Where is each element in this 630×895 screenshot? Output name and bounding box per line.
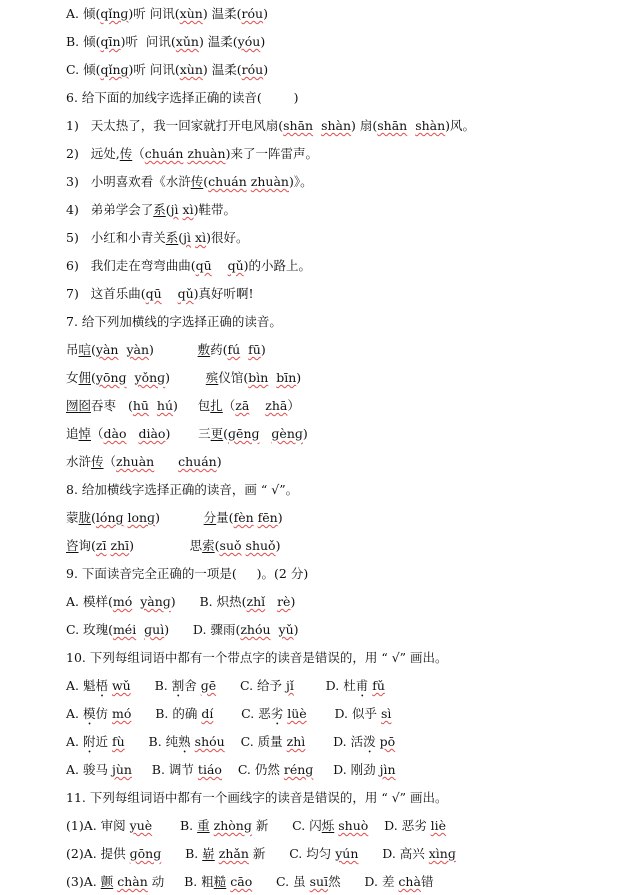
text-segment: C. 虽 xyxy=(252,874,310,889)
text-segment: A. 骏马 xyxy=(66,762,112,777)
text-line xyxy=(66,734,395,756)
text-line xyxy=(66,454,222,470)
pinyin-segment: yànɡ xyxy=(140,594,171,609)
text-segment: D. 似乎 xyxy=(306,706,381,721)
text-segment: ) xyxy=(277,510,283,525)
text-segment: )来了一阵雷声。 xyxy=(225,146,318,161)
underlined-char: 囫 xyxy=(66,398,79,413)
text-line xyxy=(66,398,300,414)
text-segment: 2) 远处, xyxy=(66,146,120,161)
text-segment: A. 魁 xyxy=(66,678,96,693)
dotted-char: 甫 xyxy=(355,678,369,693)
text-segment: ) 温柔( xyxy=(198,34,238,49)
underlined-char: 唁 xyxy=(78,342,92,357)
text-segment: 8. 给加横线字选择正确的读音，画 “ √”。 xyxy=(66,482,299,497)
text-segment: 错 xyxy=(420,874,434,889)
text-segment: （ xyxy=(91,426,104,441)
text-line xyxy=(66,818,446,834)
text-segment: ) xyxy=(149,342,198,357)
text-segment: D. 杜 xyxy=(293,678,356,693)
pinyin-segment: zhǐ xyxy=(246,594,266,609)
dotted-char: 熟 xyxy=(178,734,191,749)
text-segment: B. xyxy=(130,678,172,693)
underlined-char: 颤 xyxy=(100,874,114,889)
text-segment: 吊 xyxy=(66,342,79,357)
pinyin-segment: chuán xyxy=(208,174,247,189)
text-segment: 6. 给下面的加线字选择正确的读音( ) xyxy=(66,90,299,105)
text-segment xyxy=(260,426,272,441)
pinyin-segment: chuán xyxy=(144,146,184,161)
pinyin-segment: zhuàn xyxy=(250,174,289,189)
text-line xyxy=(66,706,391,728)
pinyin-segment: yàn xyxy=(126,342,150,357)
pinyin-segment: yǔ xyxy=(278,622,294,637)
pinyin-segment: fú xyxy=(227,342,241,357)
pinyin-segment: zhì xyxy=(286,734,306,749)
text-line xyxy=(66,174,313,190)
pinyin-segment: qǐnɡ xyxy=(100,62,129,77)
text-segment: （ xyxy=(132,146,145,161)
pinyin-segment: qū xyxy=(195,258,212,273)
pinyin-segment: zhǎn xyxy=(218,846,249,861)
text-line xyxy=(66,6,268,22)
text-segment: 追 xyxy=(66,426,79,441)
underlined-char: 分 xyxy=(203,510,217,525)
pinyin-segment: lüè xyxy=(287,706,307,721)
pinyin-segment: chuán xyxy=(178,454,217,469)
text-segment: )听 问讯( xyxy=(120,34,176,49)
pinyin-segment: hú xyxy=(156,398,174,413)
text-line xyxy=(66,370,301,386)
text-segment: (3)A. xyxy=(66,874,101,889)
text-segment: ( xyxy=(214,538,220,553)
text-line xyxy=(66,314,282,330)
text-segment: ) 三 xyxy=(165,426,211,441)
text-segment: ) xyxy=(302,426,308,441)
text-segment: 9. 下面读音完全正确的一项是( )。(2 分) xyxy=(66,566,309,581)
text-segment: 询( xyxy=(78,538,96,553)
text-segment: )真好听啊! xyxy=(193,286,254,301)
pinyin-segment: jǐ xyxy=(286,678,294,693)
text-line xyxy=(66,510,283,526)
pinyin-segment: fèn xyxy=(233,510,254,525)
pinyin-segment: ɡuì xyxy=(144,622,165,637)
pinyin-segment: liè xyxy=(430,818,447,833)
pinyin-segment: shóu xyxy=(194,734,225,749)
pinyin-segment: zhī xyxy=(110,538,130,553)
text-line xyxy=(66,258,311,274)
underlined-char: 传 xyxy=(91,454,104,469)
text-segment: )》。 xyxy=(288,174,313,189)
pinyin-segment: jì xyxy=(170,202,179,217)
text-segment: ( xyxy=(203,174,209,189)
pinyin-segment: xì xyxy=(195,230,207,245)
pinyin-segment: rè xyxy=(277,594,291,609)
text-segment: 近 xyxy=(95,734,112,749)
text-segment: A. 倾( xyxy=(66,6,101,21)
pinyin-segment: jì xyxy=(183,230,192,245)
pinyin-segment: zhā xyxy=(265,398,288,413)
text-segment xyxy=(127,370,135,385)
text-segment: ) B. 炽热( xyxy=(170,594,247,609)
underlined-char: 糙 xyxy=(213,874,227,889)
text-segment xyxy=(154,454,178,469)
underlined-char: 烁 xyxy=(321,818,335,833)
text-line xyxy=(66,34,265,50)
text-segment: 水浒 xyxy=(66,454,92,469)
pinyin-segment: chàn xyxy=(117,874,148,889)
pinyin-segment: ɡē xyxy=(200,678,217,693)
pinyin-segment: xǔn xyxy=(175,34,199,49)
text-line xyxy=(66,650,448,666)
text-segment: ) xyxy=(263,6,268,21)
text-segment: 11. 下列每组词语中都有一个画线字的读音是错误的，用 “ √” 画出。 xyxy=(66,790,448,805)
pinyin-segment: róu xyxy=(241,62,264,77)
pinyin-segment: qū xyxy=(145,286,162,301)
text-segment: 蒙 xyxy=(66,510,79,525)
text-segment: )听 问讯( xyxy=(128,62,180,77)
pinyin-segment: chà xyxy=(398,874,421,889)
text-segment: C. 倾( xyxy=(66,62,101,77)
text-segment: ) xyxy=(275,538,281,553)
text-segment: 仿 xyxy=(95,706,112,721)
text-segment: ( xyxy=(91,342,96,357)
text-segment: （ xyxy=(103,454,117,469)
text-segment: ) 温柔( xyxy=(202,62,242,77)
text-segment xyxy=(149,398,157,413)
text-segment: (2)A. 提供 xyxy=(66,846,130,861)
text-segment: (1)A. 审阅 xyxy=(66,818,130,833)
text-segment: 5) 小红和小青关 xyxy=(66,230,166,245)
text-segment: ) xyxy=(155,510,204,525)
pinyin-segment: mó xyxy=(111,706,132,721)
pinyin-segment: dào xyxy=(103,426,127,441)
text-segment: B. 调节 xyxy=(131,762,198,777)
text-segment: )的小路上。 xyxy=(243,258,312,273)
text-segment: 女 xyxy=(66,370,79,385)
underlined-char: 囵 xyxy=(78,398,92,413)
text-segment: C. 质量 xyxy=(224,734,287,749)
text-segment: )风。 xyxy=(445,118,476,133)
text-segment: 7. 给下列加横线的字选择正确的读音。 xyxy=(66,314,282,329)
pinyin-segment: ɡēnɡ xyxy=(228,426,260,441)
pinyin-segment: zhóu xyxy=(240,622,271,637)
underlined-char: 更 xyxy=(210,426,224,441)
dotted-char: 梧 xyxy=(95,678,108,693)
dotted-char: 割 xyxy=(171,678,185,693)
text-line xyxy=(66,538,280,554)
pinyin-segment: tiáo xyxy=(197,762,222,777)
text-segment xyxy=(132,594,140,609)
text-segment: 然 D. 差 xyxy=(328,874,399,889)
pinyin-segment: wǔ xyxy=(111,678,131,693)
text-segment: B. 的确 xyxy=(131,706,202,721)
pinyin-segment: fū xyxy=(248,342,261,357)
text-segment: 新 C. 闪 xyxy=(251,818,322,833)
text-segment: ) 温柔( xyxy=(202,6,242,21)
underlined-char: 重 xyxy=(197,818,210,833)
pinyin-segment: yōnɡ xyxy=(95,370,127,385)
text-segment: B. 倾( xyxy=(66,34,101,49)
pinyin-segment: suǒ xyxy=(219,538,242,553)
pinyin-segment: cāo xyxy=(230,874,253,889)
text-segment: D. 活 xyxy=(305,734,364,749)
pinyin-segment: zhuàn xyxy=(116,454,155,469)
pinyin-segment: qǐnɡ xyxy=(100,6,129,21)
text-segment: ( xyxy=(165,202,171,217)
text-line xyxy=(66,62,268,78)
text-segment: ( xyxy=(178,230,184,245)
underlined-char: 系 xyxy=(153,202,166,217)
text-line xyxy=(66,146,318,162)
text-segment: 6) 我们走在弯弯曲曲( xyxy=(66,258,196,273)
text-line xyxy=(66,118,475,134)
pinyin-segment: rénɡ xyxy=(283,762,314,777)
underlined-char: 悼 xyxy=(78,426,92,441)
underlined-char: 传 xyxy=(119,146,133,161)
text-segment xyxy=(313,118,321,133)
pinyin-segment: jìn xyxy=(379,762,396,777)
text-segment: A. xyxy=(66,706,83,721)
text-segment: 3) 小明喜欢看《水浒 xyxy=(66,174,191,189)
text-line xyxy=(66,622,299,638)
text-segment: 7) 这首乐曲( xyxy=(66,286,146,301)
pinyin-segment: diào xyxy=(138,426,166,441)
pinyin-segment: xùn xyxy=(179,62,203,77)
text-segment xyxy=(240,342,248,357)
pinyin-segment: méi xyxy=(112,622,137,637)
pinyin-segment: sì xyxy=(380,706,392,721)
text-segment: 舍 xyxy=(184,678,201,693)
pinyin-segment: zā xyxy=(235,398,250,413)
pinyin-segment: qīn xyxy=(100,34,121,49)
pinyin-segment: shuǒ xyxy=(245,538,276,553)
underlined-char: 扎 xyxy=(210,398,223,413)
text-segment xyxy=(136,622,144,637)
dotted-char: 模 xyxy=(82,706,96,721)
text-segment: 1) 天太热了，我一回家就打开电风扇( xyxy=(66,118,284,133)
underlined-char: 敷 xyxy=(197,342,211,357)
text-segment xyxy=(212,258,228,273)
text-segment: A. xyxy=(66,734,83,749)
pinyin-segment: shuò xyxy=(338,818,369,833)
text-segment xyxy=(162,286,178,301)
pinyin-segment: ɡènɡ xyxy=(271,426,303,441)
text-segment: 10. 下列每组词语中都有一个带点字的读音是错误的，用 “ √” 画出。 xyxy=(66,650,448,665)
pinyin-segment: yuè xyxy=(129,818,153,833)
text-segment: B. xyxy=(152,818,198,833)
pinyin-segment: xì xyxy=(182,202,194,217)
text-line xyxy=(66,874,433,890)
text-line xyxy=(66,678,385,700)
pinyin-segment: dí xyxy=(201,706,214,721)
dotted-char: 劣 xyxy=(270,706,284,721)
text-segment: C. 给予 xyxy=(216,678,287,693)
text-line xyxy=(66,762,396,778)
underlined-char: 系 xyxy=(165,230,179,245)
text-line xyxy=(66,790,448,806)
pinyin-segment: zhònɡ xyxy=(213,818,252,833)
text-segment: C. 仍然 xyxy=(221,762,284,777)
text-line xyxy=(66,90,298,106)
text-segment: )听 问讯( xyxy=(128,6,180,21)
pinyin-segment: shān xyxy=(283,118,314,133)
text-segment xyxy=(249,398,265,413)
text-segment: 4) 弟弟学会了 xyxy=(66,202,154,217)
pinyin-segment: qǔ xyxy=(177,286,194,301)
underlined-char: 咨 xyxy=(66,538,79,553)
underlined-char: 传 xyxy=(190,174,204,189)
text-segment: C. 恶 xyxy=(213,706,271,721)
pinyin-segment: mó xyxy=(112,594,133,609)
text-segment: B. 纯 xyxy=(124,734,179,749)
pinyin-segment: hū xyxy=(132,398,149,413)
text-line xyxy=(66,342,266,358)
text-line xyxy=(66,482,298,498)
text-segment: 新 C. 均匀 xyxy=(248,846,336,861)
text-segment: ) xyxy=(296,370,302,385)
text-line xyxy=(66,230,248,246)
pinyin-segment: xùn xyxy=(179,6,203,21)
pinyin-segment: zhuàn xyxy=(187,146,226,161)
text-segment: ） xyxy=(287,398,300,413)
text-line xyxy=(66,202,236,218)
text-segment: ) xyxy=(263,62,269,77)
pinyin-segment: xìnɡ xyxy=(428,846,456,861)
dotted-char: 附 xyxy=(82,734,96,749)
text-segment: ( xyxy=(91,510,96,525)
text-segment: ) xyxy=(260,342,266,357)
pinyin-segment: róu xyxy=(241,6,264,21)
pinyin-segment: zī xyxy=(95,538,107,553)
text-segment: ( xyxy=(91,370,96,385)
text-segment: （ xyxy=(222,398,236,413)
pinyin-segment: bīn xyxy=(276,370,297,385)
text-segment: C. 玫瑰( xyxy=(66,622,113,637)
text-segment: ) xyxy=(216,454,222,469)
pinyin-segment: bìn xyxy=(248,370,269,385)
pinyin-segment: suī xyxy=(309,874,329,889)
text-line xyxy=(66,426,308,442)
text-segment: )鞋带。 xyxy=(193,202,236,217)
pinyin-segment: lónɡ xyxy=(95,510,124,525)
text-line xyxy=(66,846,456,862)
text-segment: 量( xyxy=(216,510,234,525)
underlined-char: 索 xyxy=(202,538,215,553)
pinyin-segment: fù xyxy=(111,734,125,749)
text-segment: ) 思 xyxy=(129,538,203,553)
underlined-char: 佣 xyxy=(78,370,92,385)
pinyin-segment: jùn xyxy=(111,762,132,777)
text-segment xyxy=(127,426,139,441)
text-segment: 药( xyxy=(210,342,228,357)
pinyin-segment: shàn xyxy=(415,118,446,133)
text-line xyxy=(66,286,254,302)
text-segment: D. 刚劲 xyxy=(313,762,380,777)
text-segment: A. 模样( xyxy=(66,594,113,609)
pinyin-segment: yàn xyxy=(95,342,119,357)
pinyin-segment: shān xyxy=(377,118,408,133)
text-segment: ) xyxy=(290,594,296,609)
pinyin-segment: pō xyxy=(379,734,396,749)
text-segment: 仪馆( xyxy=(218,370,249,385)
text-segment: ) xyxy=(165,370,206,385)
pinyin-segment: yún xyxy=(335,846,359,861)
pinyin-segment: yóu xyxy=(237,34,261,49)
pinyin-segment: fǔ xyxy=(372,678,385,693)
text-segment: ) D. 骤雨( xyxy=(164,622,241,637)
text-segment xyxy=(407,118,415,133)
pinyin-segment: yǒnɡ xyxy=(134,370,166,385)
text-line xyxy=(66,594,295,610)
text-segment: 吞枣 ( xyxy=(91,398,133,413)
text-segment: )很好。 xyxy=(206,230,249,245)
pinyin-segment: fēn xyxy=(257,510,278,525)
text-segment xyxy=(271,622,279,637)
pinyin-segment: lonɡ xyxy=(127,510,156,525)
text-segment: ) 扇( xyxy=(351,118,378,133)
pinyin-segment: shàn xyxy=(321,118,352,133)
pinyin-segment: ɡōnɡ xyxy=(129,846,162,861)
pinyin-segment: qǔ xyxy=(227,258,244,273)
text-segment: ) 包 xyxy=(173,398,211,413)
text-line xyxy=(66,566,308,582)
underlined-char: 殡 xyxy=(205,370,219,385)
text-segment: 动 B. 粗 xyxy=(147,874,214,889)
text-segment: ) xyxy=(260,34,266,49)
text-segment: B. xyxy=(161,846,203,861)
text-segment: D. 高兴 xyxy=(358,846,429,861)
text-segment: ( xyxy=(223,426,229,441)
underlined-char: 崭 xyxy=(202,846,215,861)
text-segment xyxy=(265,594,277,609)
text-segment: ) xyxy=(293,622,299,637)
underlined-char: 胧 xyxy=(78,510,92,525)
dotted-char: 泼 xyxy=(363,734,376,749)
text-segment: D. 恶劣 xyxy=(368,818,431,833)
